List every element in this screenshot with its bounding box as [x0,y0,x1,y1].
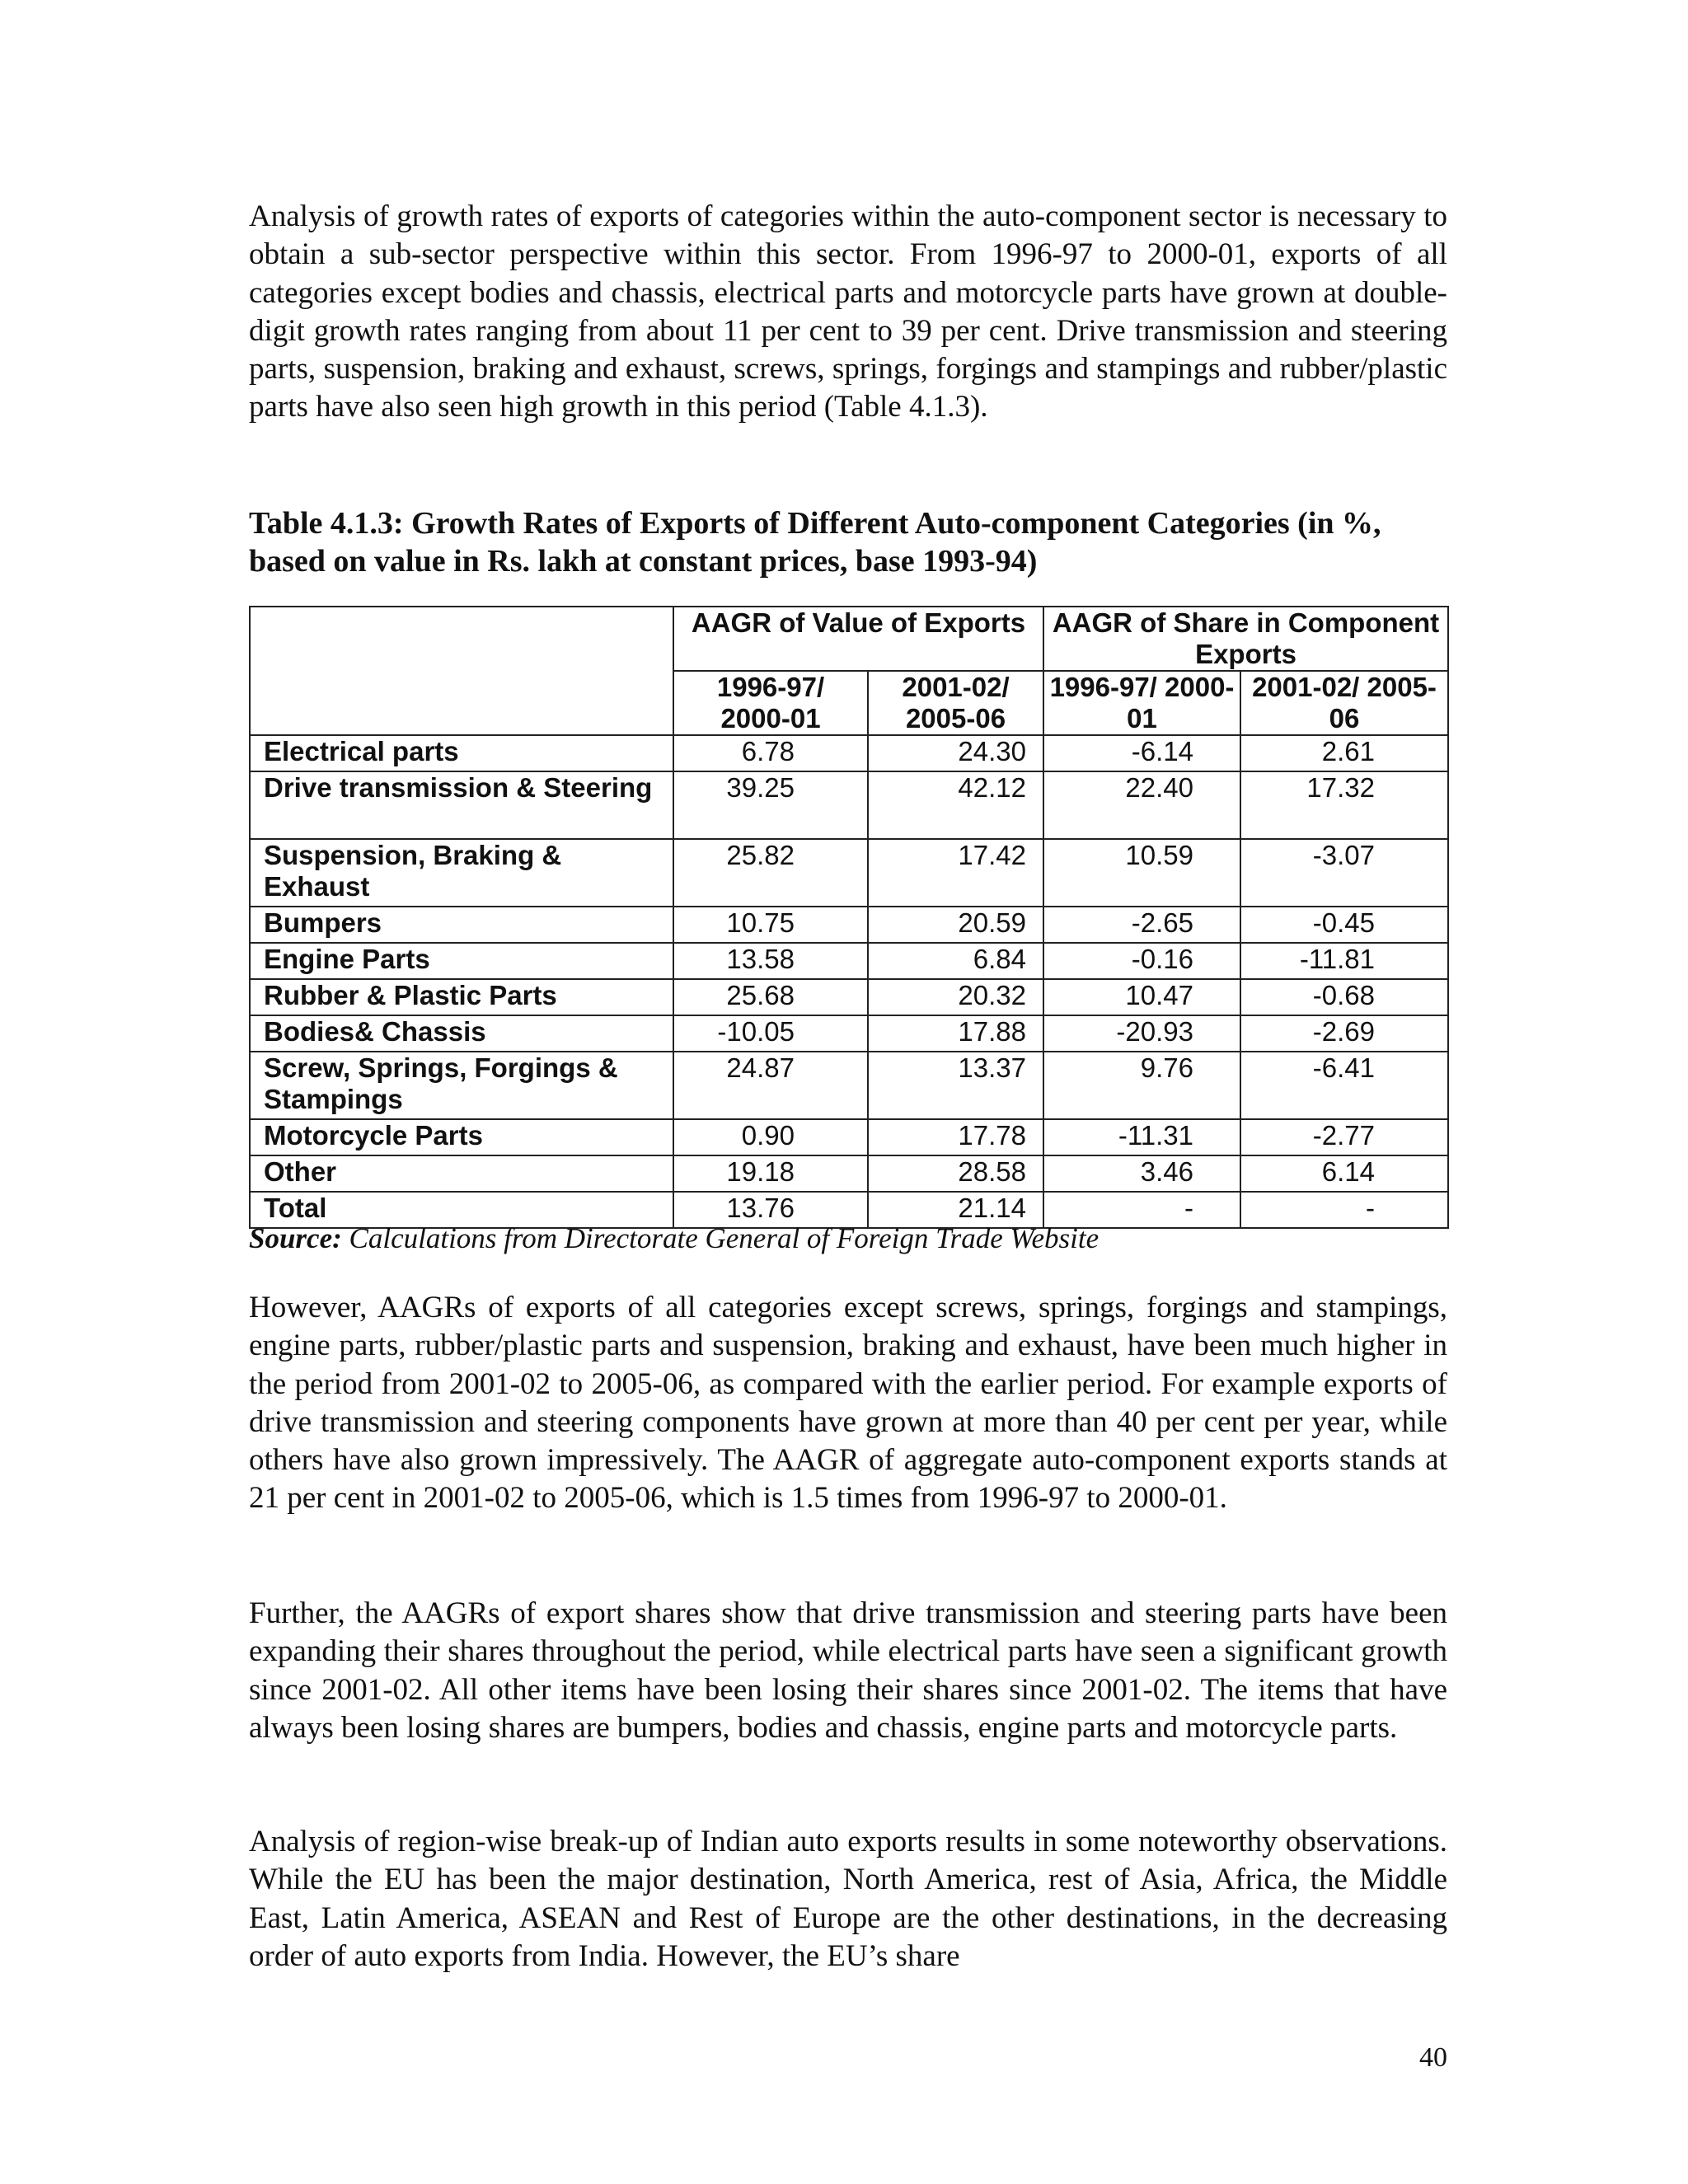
row-category: Total [250,1192,673,1228]
cell-value: 17.32 [1240,771,1448,839]
cell-value: 0.90 [673,1119,868,1155]
row-category: Engine Parts [250,943,673,979]
row-category: Bodies& Chassis [250,1015,673,1052]
cell-value: 20.32 [868,979,1043,1015]
table-row [250,907,1448,943]
cell-value: 10.59 [1043,839,1240,907]
table-caption: Table 4.1.3: Growth Rates of Exports of Different Auto-component Categories (in %, based on value in Rs. lakh at constant prices, base 1993-94) [249,506,1381,579]
cell-value: 9.76 [1043,1052,1240,1119]
cell-value: 13.58 [673,943,868,979]
source-text: Calculations from Directorate General of Foreign Trade Website [349,1222,1100,1254]
row-category: Electrical parts [250,735,673,771]
cell-value: -0.68 [1240,979,1448,1015]
cell-value: 13.37 [868,1052,1043,1119]
table-row [250,1052,1448,1119]
cell-value: -2.65 [1043,907,1240,943]
row-category: Suspension, Braking & Exhaust [250,839,673,907]
cell-value: 10.75 [673,907,868,943]
cell-value: -10.05 [673,1015,868,1052]
cell-value: -6.41 [1240,1052,1448,1119]
cell-value: 22.40 [1043,771,1240,839]
header-period: 1996-97/ 2000-01 [673,671,868,735]
header-aagr-share: AAGR of Share in Component Exports [1043,607,1448,671]
row-category: Rubber & Plastic Parts [250,979,673,1015]
cell-value: 6.14 [1240,1155,1448,1192]
cell-value: -2.77 [1240,1119,1448,1155]
table-row [250,1155,1448,1192]
cell-value: 24.87 [673,1052,868,1119]
growth-rates-table [249,606,1449,1229]
cell-value: - [1240,1192,1448,1228]
cell-value: 20.59 [868,907,1043,943]
paragraph-region-analysis: Analysis of region-wise break-up of Indian auto exports results in some noteworthy observations. While the EU has been the major destination, North America, rest of Asia, Africa, the Middle East, Latin America, ASEAN and Rest of Europe are the other destinations, in the decreasing order of auto exports from India. However, the EU’s share [249,1825,1447,1973]
cell-value: 39.25 [673,771,868,839]
cell-value: -0.45 [1240,907,1448,943]
table-row [250,771,1448,839]
table-header-category [250,607,673,735]
paragraph-aagr-comparison: However, AAGRs of exports of all categories except screws, springs, forgings and stampings, engine parts, rubber/plastic parts and suspension, braking and exhaust, have been much higher in the period from 2001-02 to 2005-06, as compared with the earlier period. For example exports of drive transmission and steering components have grown at more than 40 per cent per year, while others have also grown impressively. The AAGR of aggregate auto-component exports stands at 21 per cent in 2001-02 to 2005-06, which is 1.5 times from 1996-97 to 2000-01. [249,1291,1447,1516]
cell-value: 3.46 [1043,1155,1240,1192]
cell-value: 2.61 [1240,735,1448,771]
cell-value: 28.58 [868,1155,1043,1192]
paragraph-growth-analysis: Analysis of growth rates of exports of categories within the auto-component sector is necessary to obtain a sub-sector perspective within this sector. From 1996-97 to 2000-01, exports of all categories except bodies and chassis, electrical parts and motorcycle parts have grown at double-digit growth rates ranging from about 11 per cent to 39 per cent. Drive transmission and steering parts, suspension, braking and exhaust, screws, springs, forgings and stampings and rubber/plastic parts have also seen high growth in this period (Table 4.1.3). [249,199,1447,424]
row-category: Drive transmission & Steering [250,771,673,839]
table-row [250,1119,1448,1155]
cell-value: -6.14 [1043,735,1240,771]
cell-value: 17.88 [868,1015,1043,1052]
row-category: Bumpers [250,907,673,943]
cell-value: 25.68 [673,979,868,1015]
cell-value: -2.69 [1240,1015,1448,1052]
cell-value: 13.76 [673,1192,868,1228]
table-row [250,979,1448,1015]
table-row [250,1015,1448,1052]
cell-value: 19.18 [673,1155,868,1192]
paragraph-export-shares: Further, the AAGRs of export shares show that drive transmission and steering parts have been expanding their shares throughout the period, while electrical parts have seen a significant growth since 2001-02. All other items have been losing their shares since 2001-02. The items that have always been losing shares are bumpers, bodies and chassis, engine parts and motorcycle parts. [249,1596,1447,1745]
cell-value: 42.12 [868,771,1043,839]
cell-value: 17.42 [868,839,1043,907]
header-aagr-value: AAGR of Value of Exports [673,607,1043,671]
cell-value: 10.47 [1043,979,1240,1015]
table-row [250,735,1448,771]
cell-value: -11.31 [1043,1119,1240,1155]
header-period: 2001-02/ 2005-06 [868,671,1043,735]
table-source [249,1222,1099,1255]
row-category: Motorcycle Parts [250,1119,673,1155]
source-label: Source: [249,1222,342,1254]
cell-value: 21.14 [868,1192,1043,1228]
cell-value: 6.84 [868,943,1043,979]
header-period: 1996-97/ 2000-01 [1043,671,1240,735]
cell-value: -20.93 [1043,1015,1240,1052]
row-category: Screw, Springs, Forgings & Stampings [250,1052,673,1119]
header-period: 2001-02/ 2005-06 [1240,671,1448,735]
table-row [250,943,1448,979]
cell-value: 25.82 [673,839,868,907]
row-category: Other [250,1155,673,1192]
cell-value: - [1043,1192,1240,1228]
cell-value: -0.16 [1043,943,1240,979]
table-row [250,839,1448,907]
page-number: 40 [1419,2042,1447,2073]
cell-value: 17.78 [868,1119,1043,1155]
cell-value: -11.81 [1240,943,1448,979]
cell-value: 6.78 [673,735,868,771]
cell-value: -3.07 [1240,839,1448,907]
cell-value: 24.30 [868,735,1043,771]
